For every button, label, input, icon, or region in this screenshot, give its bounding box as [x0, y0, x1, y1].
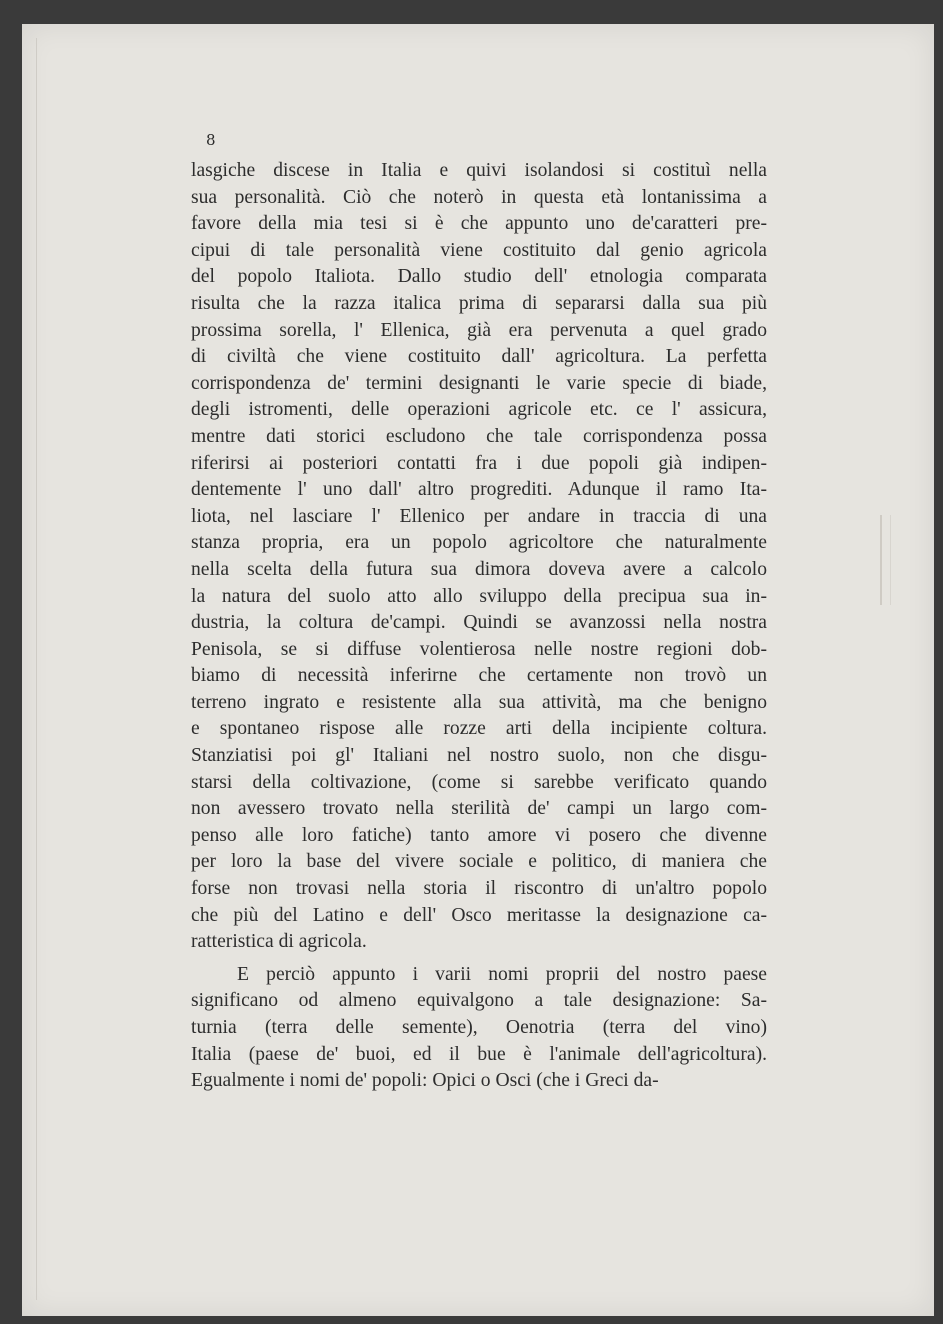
text-line: starsi della coltivazione, (come si sarebbe verificato quando — [191, 771, 767, 793]
text-line: lasgiche discese in Italia e quivi isolandosi si costituì nella — [191, 160, 767, 181]
text-line: risulta che la razza italica prima di separarsi dalla sua più — [191, 292, 767, 314]
text-line: corrispondenza de' termini designanti le varie specie di biade, — [191, 372, 767, 394]
text-line: forse non trovasi nella storia il riscontro di un'altro popolo — [191, 878, 767, 900]
text-line: liota, nel lasciare l' Ellenico per andare in traccia di una — [191, 505, 767, 527]
text-line: Stanziatisi poi gl' Italiani nel nostro suolo, non che disgu- — [191, 745, 767, 767]
text-line: prossima sorella, l' Ellenica, già era pervenuta a quel grado — [191, 319, 767, 341]
text-line: degli istromenti, delle operazioni agricole etc. ce l' assicura, — [191, 399, 767, 421]
text-line: non avessero trovato nella sterilità de' campi un largo com- — [191, 798, 767, 820]
body-text — [191, 158, 767, 1095]
text-line: cipui di tale personalità viene costituito dal genio agricola — [191, 239, 767, 261]
text-line: dentemente l' uno dall' altro progrediti. Adunque il ramo Ita- — [191, 479, 767, 501]
text-line: Italia (paese de' buoi, ed il bue è l'animale dell'agricoltura). — [191, 1043, 767, 1065]
text-line: ratteristica di agricola. — [191, 931, 367, 953]
paragraph — [191, 962, 767, 1095]
text-line: dustria, la coltura de'campi. Quindi se avanzossi nella nostra — [191, 612, 767, 634]
text-line: nella scelta della futura sua dimora doveva avere a calcolo — [191, 558, 767, 580]
text-line: che più del Latino e dell' Osco meritasse la designazione ca- — [191, 904, 767, 926]
binding-mark — [880, 515, 891, 605]
text-line: turnia (terra delle semente), Oenotria (terra del vino) — [191, 1017, 767, 1038]
text-line: riferirsi ai posteriori contatti fra i due popoli già indipen- — [191, 452, 767, 474]
text-line: E perciò appunto i varii nomi proprii del nostro paese — [237, 963, 767, 985]
text-line: stanza propria, era un popolo agricoltore che naturalmente — [191, 532, 767, 554]
text-line: biamo di necessità inferirne che certamente non trovò un — [191, 665, 767, 687]
paragraph — [191, 158, 767, 956]
text-line: favore della mia tesi si è che appunto uno de'caratteri pre- — [191, 213, 767, 235]
text-line: di civiltà che viene costituito dall' agricoltura. La perfetta — [191, 346, 767, 368]
text-line: terreno ingrato e resistente alla sua attività, ma che benigno — [191, 691, 767, 713]
text-line: la natura del suolo atto allo sviluppo della precipua sua in- — [191, 585, 767, 607]
text-line: significano od almeno equivalgono a tale designazione: Sa- — [191, 990, 767, 1012]
page-number: 8 — [206, 131, 216, 149]
text-line: Egualmente i nomi de' popoli: Opici o Osci (che i Greci da- — [191, 1070, 659, 1092]
page-edge-line — [36, 38, 37, 1300]
text-line: e spontaneo rispose alle rozze arti della incipiente coltura. — [191, 718, 767, 740]
text-line: penso alle loro fatiche) tanto amore vi posero che divenne — [191, 824, 767, 846]
text-line: Penisola, se si diffuse volentierosa nelle nostre regioni dob- — [191, 638, 767, 660]
text-line: per loro la base del vivere sociale e politico, di maniera che — [191, 851, 767, 873]
text-line: mentre dati storici escludono che tale corrispondenza possa — [191, 425, 767, 447]
text-line: del popolo Italiota. Dallo studio dell' etnologia comparata — [191, 266, 767, 288]
text-line: sua personalità. Ciò che noterò in questa età lontanissima a — [191, 186, 767, 208]
